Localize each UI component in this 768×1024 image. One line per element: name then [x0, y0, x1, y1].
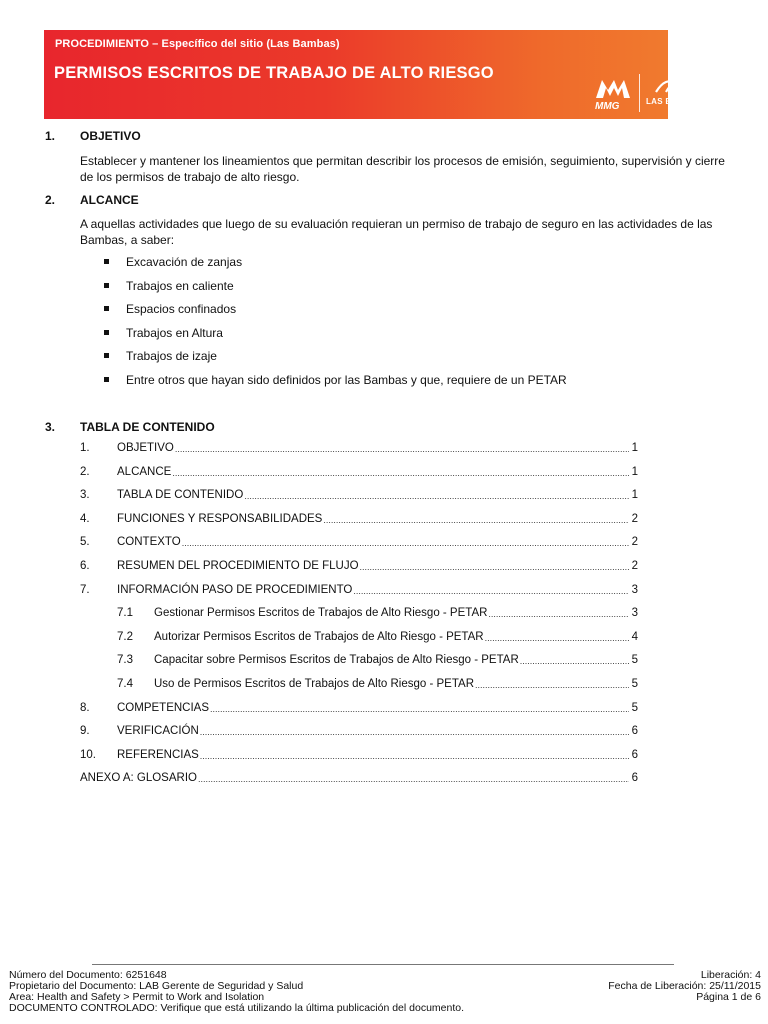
footer-release-date: Fecha de Liberación: 25/11/2015: [608, 980, 761, 992]
list-item: Trabajos en caliente: [104, 279, 567, 303]
bullet-square-icon: [104, 353, 109, 358]
footer-doc-number: Número del Documento: 6251648: [9, 969, 167, 981]
list-item: Espacios confinados: [104, 302, 567, 326]
toc-entry[interactable]: 1. OBJETIVO ..... 1: [80, 442, 638, 466]
svg-text:MMG: MMG: [595, 101, 620, 112]
list-item: Entre otros que hayan sido definidos por las Bambas y que, requiere de un PETAR: [104, 373, 567, 397]
section-number: 3.: [45, 420, 56, 434]
header-banner: [44, 30, 703, 119]
bullet-square-icon: [104, 283, 109, 288]
section-heading-tabla-contenido: TABLA DE CONTENIDO: [80, 420, 215, 434]
toc-entry[interactable]: 8. COMPETENCIAS ..... 5: [80, 702, 638, 726]
document-title: PERMISOS ESCRITOS DE TRABAJO DE ALTO RIESGO: [54, 64, 494, 82]
bullet-square-icon: [104, 330, 109, 335]
mountain-arc-icon: [652, 74, 692, 94]
toc-entry[interactable]: 9. VERIFICACIÓN ..... 6: [80, 725, 638, 749]
footer-area: Area: Health and Safety > Permit to Work and Isolation: [9, 991, 265, 1003]
list-item: Trabajos de izaje: [104, 349, 567, 373]
toc-entry[interactable]: ANEXO A: GLOSARIO ..... 6: [80, 772, 638, 796]
section-heading-alcance: ALCANCE: [80, 193, 139, 207]
toc-entry[interactable]: 6. RESUMEN DEL PROCEDIMIENTO DE FLUJO ..... 2: [80, 560, 638, 584]
list-item: Trabajos en Altura: [104, 326, 567, 350]
bullet-square-icon: [104, 259, 109, 264]
toc-subentry[interactable]: 7.4 Uso de Permisos Escritos de Trabajos de Alto Riesgo - PETAR ..... 5: [80, 678, 638, 702]
toc-entry[interactable]: 4. FUNCIONES Y RESPONSABILIDADES ..... 2: [80, 513, 638, 537]
table-of-contents: [80, 442, 638, 796]
list-item: Excavación de zanjas: [104, 255, 567, 279]
toc-subentry[interactable]: 7.1 Gestionar Permisos Escritos de Trabajos de Alto Riesgo - PETAR ..... 3: [80, 607, 638, 631]
las-bambas-logo: [644, 74, 704, 114]
section-number: 1.: [45, 129, 56, 143]
bullet-square-icon: [104, 377, 109, 382]
toc-entry[interactable]: 2. ALCANCE ..... 1: [80, 466, 638, 490]
footer-release: Liberación: 4: [700, 969, 761, 981]
section-heading-objetivo: OBJETIVO: [80, 129, 141, 143]
footer-page-number: Página 1 de 6: [696, 991, 761, 1003]
section-number: 2.: [45, 193, 56, 207]
toc-entry[interactable]: 10. REFERENCIAS ..... 6: [80, 749, 638, 773]
toc-entry[interactable]: 7. INFORMACIÓN PASO DE PROCEDIMIENTO ..... 3: [80, 584, 638, 608]
toc-entry[interactable]: 5. CONTEXTO ..... 2: [80, 536, 638, 560]
toc-subentry[interactable]: 7.2 Autorizar Permisos Escritos de Trabajos de Alto Riesgo - PETAR ..... 4: [80, 631, 638, 655]
alcance-bullet-list: [104, 255, 567, 396]
logo-divider: [639, 74, 640, 112]
toc-subentry[interactable]: 7.3 Capacitar sobre Permisos Escritos de Trabajos de Alto Riesgo - PETAR ..... 5: [80, 654, 638, 678]
alcance-paragraph: A aquellas actividades que luego de su evaluación requieran un permiso de trabajo de seguro en las actividades de las Bambas, a saber:: [80, 217, 713, 247]
footer-controlled-notice: DOCUMENTO CONTROLADO: Verifique que está utilizando la última publicación del documento.: [9, 1002, 465, 1014]
document-type-subtitle: PROCEDIMIENTO – Específico del sitio (Las Bambas): [55, 38, 340, 50]
footer-divider: [92, 964, 674, 965]
las-bambas-logo-text: LAS BAMBAS: [646, 97, 703, 106]
mmg-logo: [594, 76, 632, 112]
objetivo-paragraph: Establecer y mantener los lineamientos que permitan describir los procesos de emisión, seguimiento, supervisión y cierre de los permisos de trabajo de alto riesgo.: [80, 154, 725, 184]
toc-entry[interactable]: 3. TABLA DE CONTENIDO ..... 1: [80, 489, 638, 513]
bullet-square-icon: [104, 306, 109, 311]
footer-owner: Propietario del Documento: LAB Gerente de Seguridad y Salud: [9, 980, 304, 992]
